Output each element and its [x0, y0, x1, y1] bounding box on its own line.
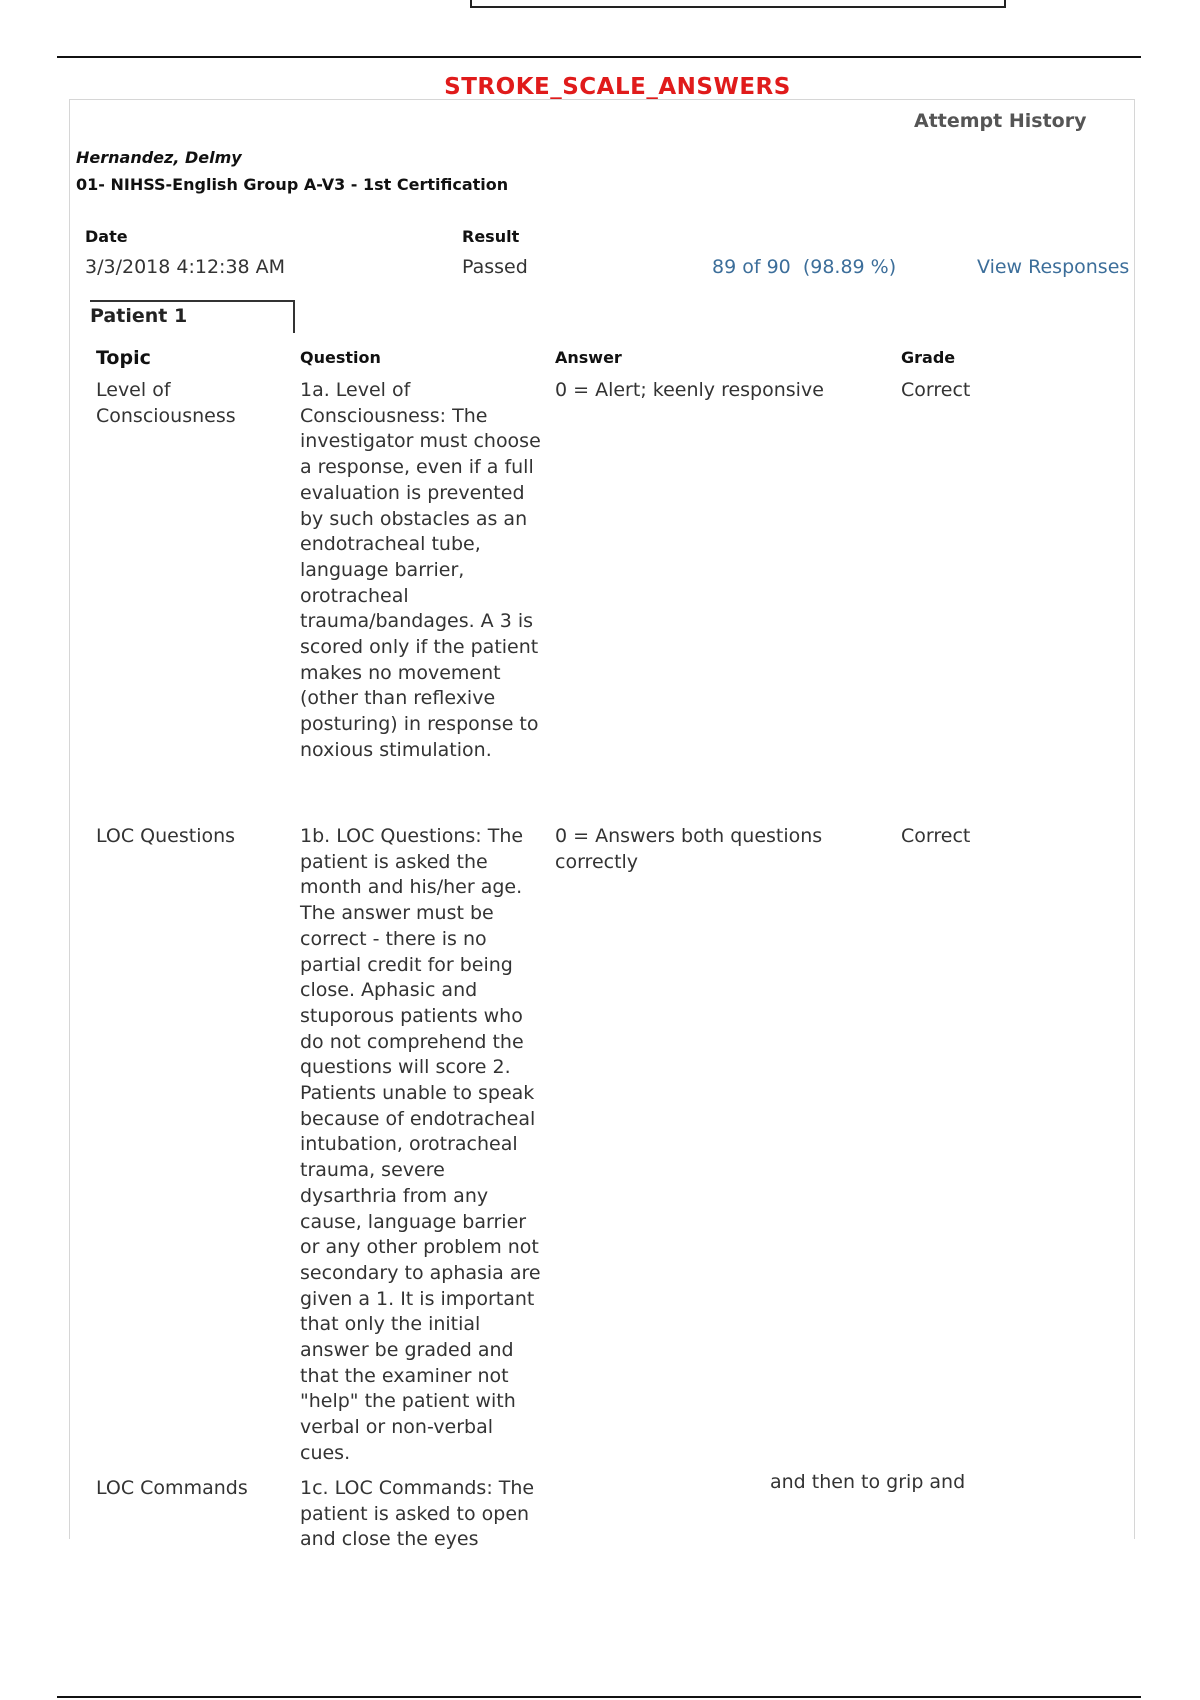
row-3-overflow-text: and then to grip and — [770, 1471, 966, 1493]
row-1-question: 1a. Level of Consciousness: The investigator must choose a response, even if a full evaluation is prevented by such obstacles as an endotracheal tube, language barrier, orotracheal trauma/bandages. A 3 is scored only if the patient makes no movement (other than reflexive posturing) in response to noxious stimulation. — [300, 379, 541, 761]
bottom-divider — [57, 1696, 1141, 1698]
student-name: Hernandez, Delmy — [76, 148, 242, 167]
column-header-grade: Grade — [901, 348, 956, 367]
score-link[interactable]: 89 of 90 (98.89 %) — [712, 256, 897, 278]
column-header-answer: Answer — [555, 348, 622, 367]
attempt-history-heading: Attempt History — [914, 110, 1087, 132]
row-2-grade: Correct — [901, 825, 971, 847]
attempt-date: 3/3/2018 4:12:38 AM — [85, 256, 286, 278]
row-2-question: 1b. LOC Questions: The patient is asked the month and his/her age. The answer must be correct - there is no partial credit for being close. Aphasic and stuporous patients who do not comprehend the questions will score 2. Patients unable to speak because of endotracheal intubation, orotracheal trauma, severe dysarthria from any cause, language barrier or any other problem not secondary to aphasia are given a 1. It is important that only the initial answer be graded and that the examiner not "help" the patient with verbal or non-verbal cues. — [300, 825, 541, 1464]
view-responses-link[interactable]: View Responses — [977, 256, 1130, 278]
row-1-grade: Correct — [901, 379, 971, 401]
course-name: 01- NIHSS-English Group A-V3 - 1st Certification — [76, 175, 509, 194]
column-header-question: Question — [300, 348, 381, 367]
top-frame — [470, 0, 1006, 8]
row-3-topic: LOC Commands — [96, 1477, 248, 1499]
tab-patient-1[interactable] — [90, 300, 295, 333]
document-title: STROKE_SCALE_ANSWERS — [444, 74, 791, 100]
attempt-result: Passed — [462, 256, 528, 278]
date-label: Date — [85, 227, 128, 246]
row-2-topic: LOC Questions — [96, 825, 236, 847]
row-2-answer: 0 = Answers both questions correctly — [555, 825, 823, 873]
row-1-answer: 0 = Alert; keenly responsive — [555, 379, 824, 401]
tab-patient-1-label: Patient 1 — [90, 305, 188, 327]
top-divider — [57, 56, 1141, 58]
result-label: Result — [462, 227, 520, 246]
column-header-topic: Topic — [96, 347, 151, 369]
row-1-topic: Level of Consciousness — [96, 379, 236, 427]
row-3-question: 1c. LOC Commands: The patient is asked to open and close the eyes — [300, 1477, 535, 1551]
